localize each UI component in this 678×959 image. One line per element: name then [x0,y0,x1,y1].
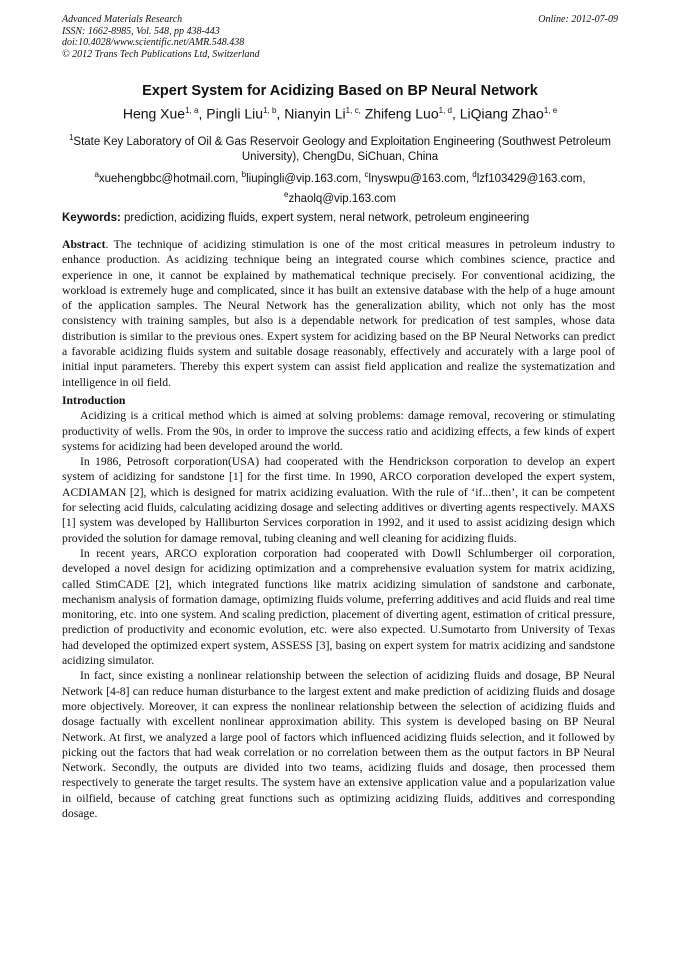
author-sup: 1, b [263,106,277,115]
journal-copyright: © 2012 Trans Tech Publications Ltd, Switzerland [62,48,260,60]
body-paragraph: In fact, since existing a nonlinear relationship between the selection of acidizing fluids and dosage, BP Neural Network [4-8] can reduce human disturbance to the largest extent and make prediction of acidizing fluids and dosage more objectively. Moreover, it can express the nonlinear relationship between the selection of acidizing fluids and dosage factually with excellent nonlinear approximation ability. This system is developed basing on BP Neural Network. At first, we analyzed a large pool of factors which influenced acidizing fluids selection, and it followed by picking out the factors that had weak correlation or no correlation between them as the output factors in BP Neural Network. Secondly, the outputs are divided into two teams, acidizing fluids and dosage, then processed them respectively to generate the target results. The system have an extensive application value and a popularization value in oilfield, because of catching great functions such as optimizing acidizing fluids, additives and corresponding dosage. [62,669,615,820]
journal-doi: doi:10.4028/www.scientific.net/AMR.548.438 [62,37,245,48]
email-sup: e [283,189,289,199]
affiliation-text: State Key Laboratory of Oil & Gas Reservoir Geology and Exploitation Engineering (Southwest Petroleum University), ChengDu, SiChuan, China [73,135,612,163]
author-name: Zhifeng Luo [364,105,439,122]
author-sup: 1, a [185,106,199,115]
author-name: Pingli Liu [206,105,264,122]
affiliation-sup: 1 [68,133,74,142]
author-list: Heng Xue$^{1, a}$, Pingli Liu$^{1, b}$, Nianyin $Li^{1, c,}$ Zhifeng Luo$^{1, d}$, LiQiang Zhao$^{1, e}$ [122,105,558,122]
keywords-label: Keywords: [62,212,121,224]
author-name: Heng Xue [122,105,186,122]
author-sup: 1, c, [345,106,361,115]
keywords-text: prediction, acidizing fluids, expert system, neral network, petroleum engineering [124,212,530,224]
email-sup: d [472,170,477,179]
journal-issn: ISSN: 1662-8985, Vol. 548, pp 438-443 [62,25,220,37]
keywords [62,211,618,226]
email-link[interactable]: lnyswpu@163.com, [368,172,470,185]
body-paragraph: Acidizing is a critical method which is aimed at solving problems: damage removal, recovering or stimulating productivity of wells. From the 90s, in order to improve the success ratio and acidizing effects, a few kinds of expert systems for acidizing had been developed around the world. [62,409,615,453]
journal-header [62,14,618,60]
email-list [62,167,618,207]
email-sup: b [241,170,247,179]
email-sup: a [94,170,99,179]
paper-body [62,237,615,821]
email-link[interactable]: zhaolq@vip.163.com [288,192,397,205]
email-sup: c [364,170,369,179]
author-sup: 1, e [543,106,558,115]
section-heading: Introduction [62,393,126,407]
author-sup: 1, d [438,106,452,115]
online-date: Online: 2012-07-09 [538,14,618,25]
body-paragraph: In recent years, ARCO exploration corporation had cooperated with Dowll Schlumberger oil corporation, developed a novel design for acidizing optimization and a comprehensive evaluation system for matrix acidizing, called StimCADE [2], which integrated functions like matrix acidizing simulation of sandstone and carbonate, mechanism analysis of formation damage, optimizing fluids volume, preferring additives and acid fluids and real time monitoring, etc. into one system. And scaling prediction, placement of diverting agent, estimation of critical pressure, prediction of productivity and economic evolution, etc. were also expected. U.Sumotarto from University of Texas had developed the optimized expert system, ASSESS [3], basing on expert system for matrix acidizing and sandstone acidizing simulator. [62,546,615,668]
affiliation [62,130,618,165]
email-link[interactable]: lzf103429@163.com, [476,172,586,185]
abstract-label: Abstract [62,238,106,251]
author-name: Nianyin Li [284,105,346,122]
journal-name: Advanced Materials Research [62,14,183,25]
body-paragraph: In 1986, Petrosoft corporation(USA) had cooperated with the Hendrickson corporation to develop an expert system of acidizing for sandstone [1] for the first time. In 1990, ARCO corporation developed the expert system, ACDIAMAN [2], which is designed for matrix acidizing evaluation. With the rule of ‘if...then’, it can be competent for selecting acid fluids, calculating acidizing dosage and selecting additives or diverting agents respectively. MAXS [1] system was developed by Halliburton Services corporation in 1992, and it used to assist acidizing design which provided the solution for damage removal, tubing cleaning and well cleaning for acidizing fluids. [62,455,615,545]
abstract [62,237,615,390]
author-name: LiQiang Zhao [459,105,544,122]
abstract-text: . The technique of acidizing stimulation is one of the most critical measures in petroleum industry to enhance production. As acidizing technique being an integrated course which combines science, practice and experience in one, it cannot be explained by mathematical technique precisely. For conventional acidizing, the workload is extremely huge and complicated, since it has built an extensive database with the help of a huge amount of the application samples. The Neural Network has the generalization ability, which not only has the most consistency with training samples, but also is a dependable network for predication of test samples, whose data distribution is similar to the previous ones. Expert system for acidizing based on the BP Neural Networks can predict a favorable acidizing fluids system and suitable dosage reasonably, effectively and accurately with a large pool of initial input parameters. Thereby this expert system can assist field application and realize the systematization and intelligence in oil field. [62,238,615,389]
email-link[interactable]: liupingli@vip.163.com, [246,172,362,185]
paper-title: Expert System for Acidizing Based on BP Neural Network [142,83,538,99]
email-link[interactable]: xuehengbbc@hotmail.com, [98,172,239,185]
